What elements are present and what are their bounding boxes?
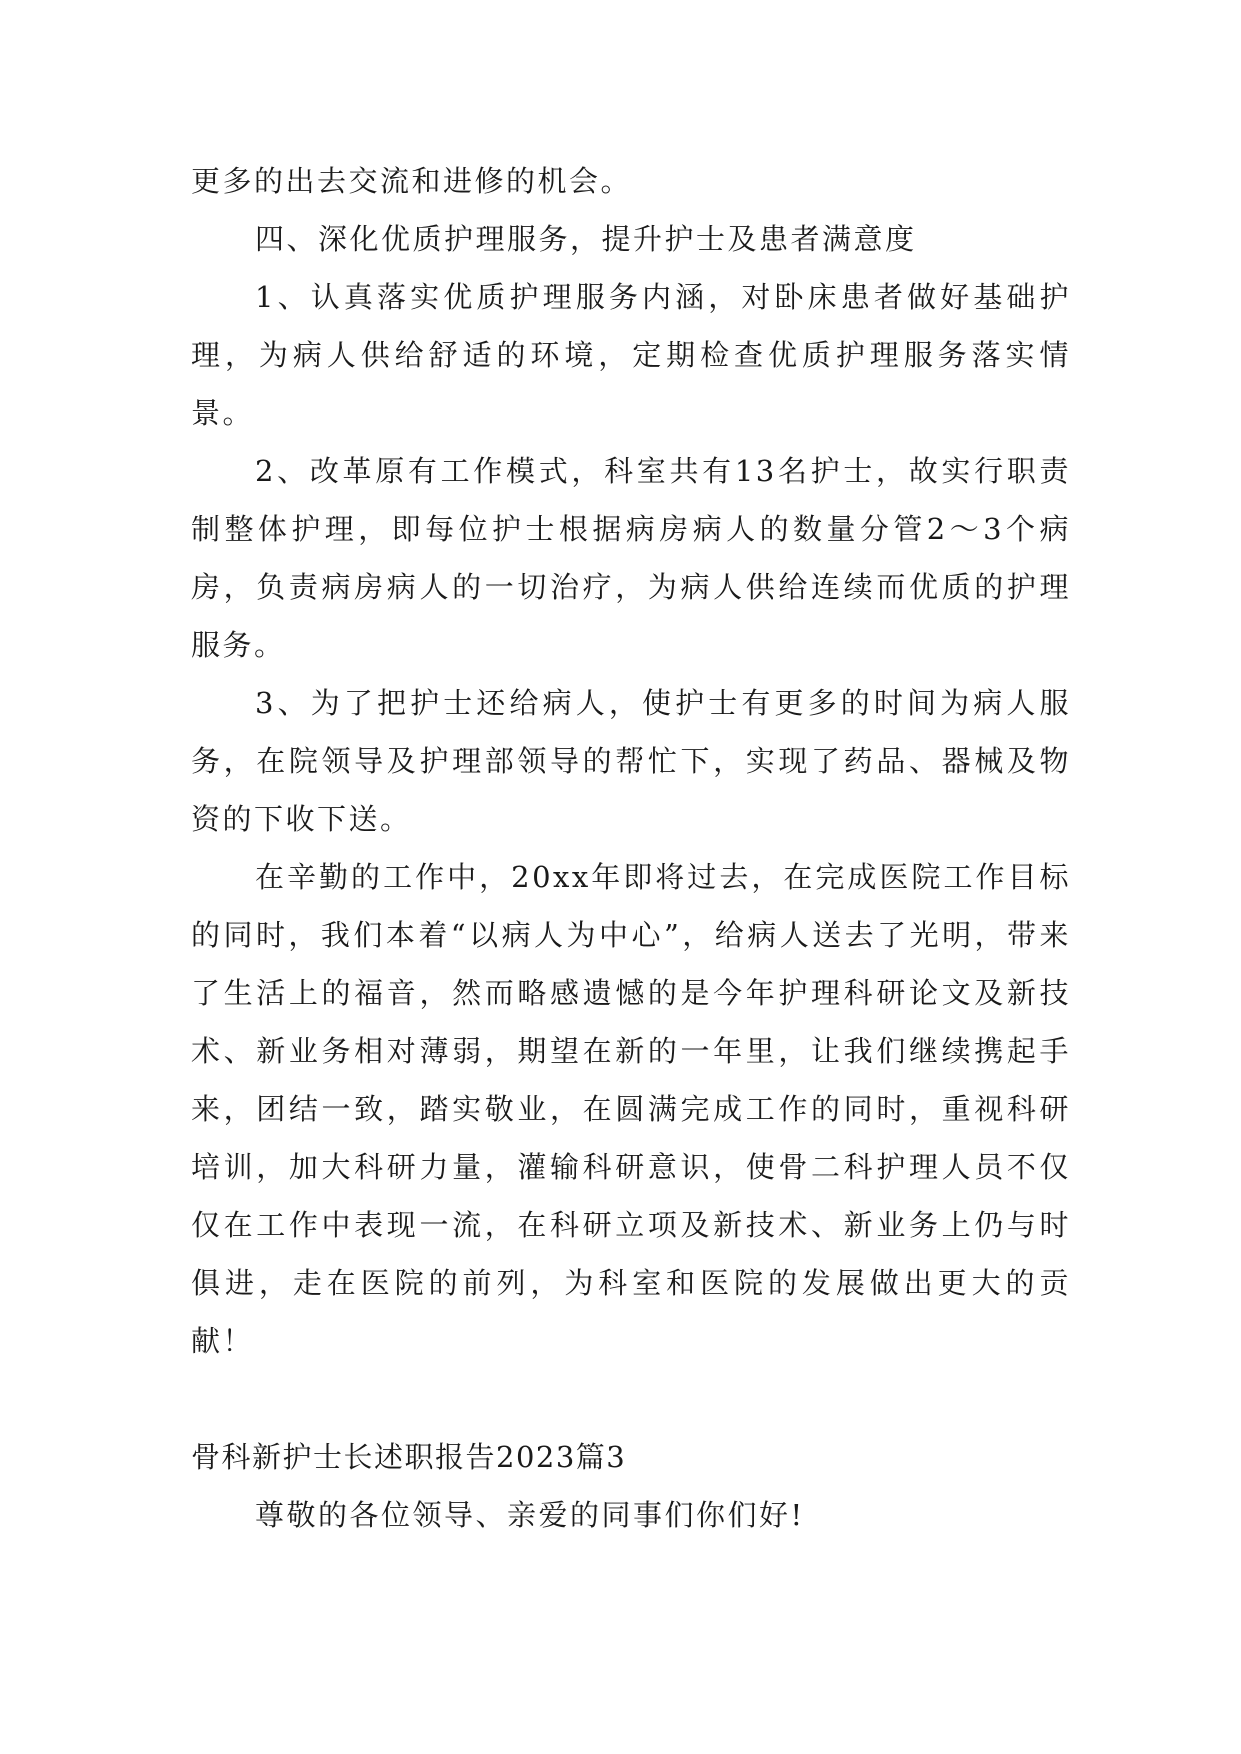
document-body bbox=[191, 152, 1071, 1544]
section-heading-four: 四、深化优质护理服务，提升护士及患者满意度 bbox=[255, 222, 917, 256]
paragraph-conclusion: 在辛勤的工作中，20xx年即将过去，在完成医院工作目标的同时，我们本着“以病人为中心”，给病人送去了光明，带来了生活上的福音，然而略感遗憾的是今年护理科研论文及新技术、新业务相对薄弱，期望在新的一年里，让我们继续携起手来，团结一致，踏实敬业，在圆满完成工作的同时，重视科研培训，加大科研力量，灌输科研意识，使骨二科护理人员不仅仅在工作中表现一流，在科研立项及新技术、新业务上仍与时俱进，走在医院的前列，为科室和医院的发展做出更大的贡献！ bbox=[191, 860, 1071, 1358]
paragraph-item-1: 1、认真落实优质护理服务内涵，对卧床患者做好基础护理，为病人供给舒适的环境，定期检查优质护理服务落实情景。 bbox=[191, 280, 1071, 430]
paragraph-item-2: 2、改革原有工作模式，科室共有13名护士，故实行职责制整体护理，即每位护士根据病房病人的数量分管2～3个病房，负责病房病人的一切治疗，为病人供给连续而优质的护理服务。 bbox=[191, 454, 1071, 662]
paragraph-continuation: 更多的出去交流和进修的机会。 bbox=[191, 164, 633, 198]
greeting-line: 尊敬的各位领导、亲爱的同事们你们好! bbox=[255, 1498, 805, 1532]
section-title: 骨科新护士长述职报告2023篇3 bbox=[191, 1440, 627, 1474]
paragraph-item-3: 3、为了把护士还给病人，使护士有更多的时间为病人服务，在院领导及护理部领导的帮忙下，实现了药品、器械及物资的下收下送。 bbox=[191, 686, 1071, 836]
section-spacer bbox=[191, 1370, 1071, 1428]
